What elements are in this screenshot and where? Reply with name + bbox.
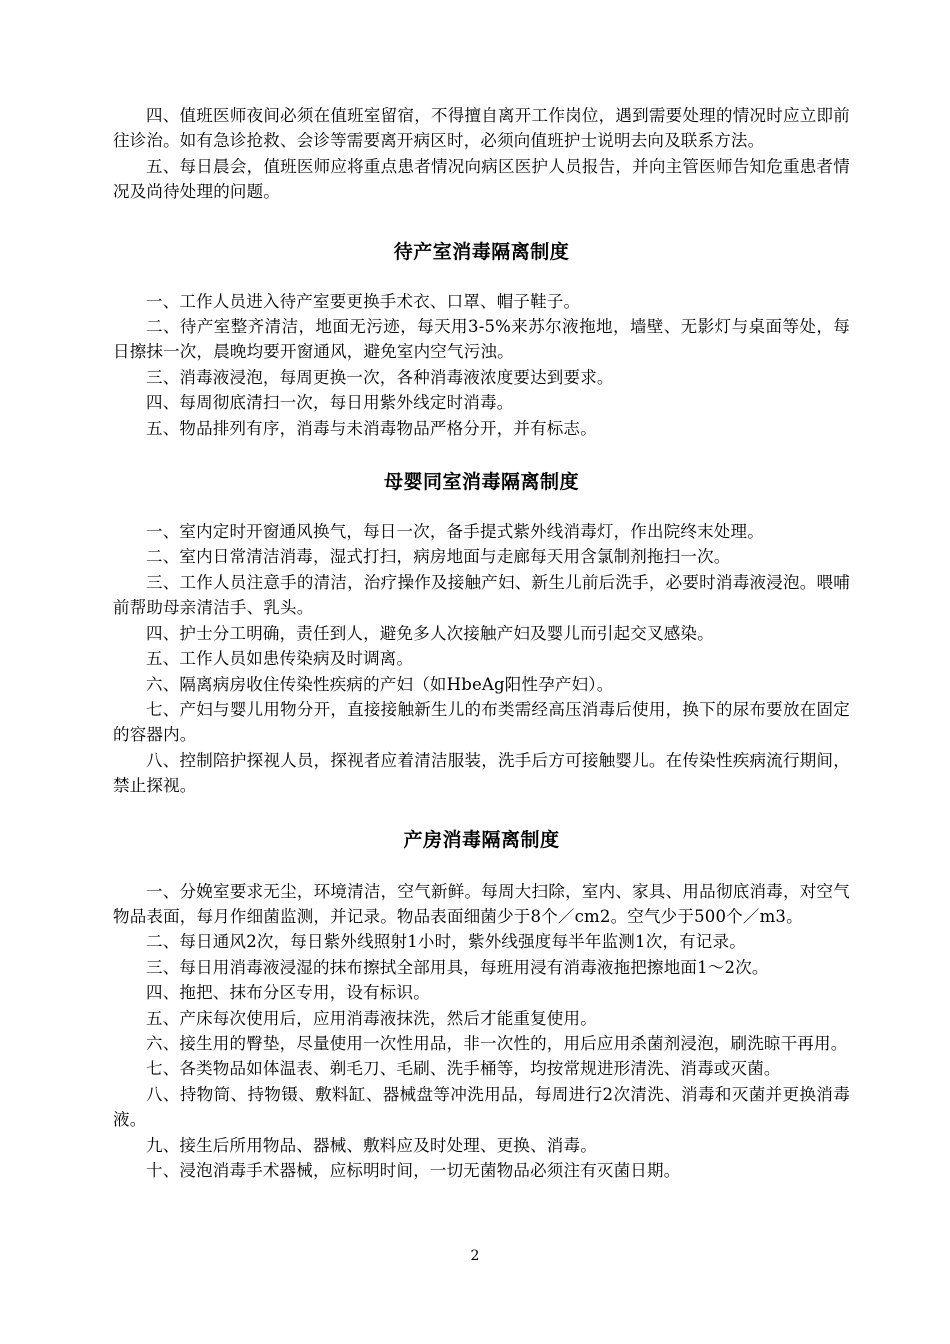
section-title-labor-room: 待产室消毒隔离制度 [393, 240, 570, 263]
paragraph: 七、各类物品如体温表、剃毛刀、毛刷、洗手桶等，均按常规进形清洗、消毒或灭菌。 [146, 1059, 781, 1079]
paragraph: 五、工作人员如患传染病及时调离。 [146, 649, 414, 669]
paragraph: 二、待产室整齐清洁，地面无污迹，每天用3-5%来苏尔液拖地，墙壁、无影灯与桌面等处，每日擦抹一次，晨晚均要开窗通风，避免室内空气污浊。 [113, 317, 850, 362]
paragraph: 四、每周彻底清扫一次，每日用紫外线定时消毒。 [146, 393, 514, 413]
paragraph: 五、每日晨会，值班医师应将重点患者情况向病区医护人员报告，并向主管医师告知危重患者情况及尚待处理的问题。 [113, 156, 850, 202]
paragraph: 五、产床每次使用后，应用消毒液抹洗，然后才能重复使用。 [146, 1008, 597, 1028]
paragraph: 六、接生用的臀垫，尽量使用一次性用品，非一次性的，用后应用杀菌剂浸泡，刷洗晾干再用。 [146, 1033, 848, 1053]
paragraph: 二、每日通风2次，每日紫外线照射1小时，紫外线强度每半年监测1次，有记录。 [146, 932, 746, 952]
paragraph: 四、护士分工明确，责任到人，避免多人次接触产妇及婴儿而引起交叉感染。 [146, 623, 714, 643]
section-title-rooming-in: 母婴同室消毒隔离制度 [383, 471, 579, 494]
paragraph: 一、分娩室要求无尘，环境清洁，空气新鲜。每周大扫除，室内、家具、用品彻底消毒，对空气物品表面，每月作细菌监测，并记录。物品表面细菌少于8个／cm2。空气少于500个／m3。 [113, 881, 850, 926]
document-page [113, 103, 850, 1183]
paragraph: 四、值班医师夜间必须在值班室留宿，不得擅自离开工作岗位，遇到需要处理的情况时应立即前往诊治。如有急诊抢救、会诊等需要离开病区时，必须向值班护士说明去向及联系方法。 [113, 106, 850, 151]
paragraph: 三、工作人员注意手的清洁，治疗操作及接触产妇、新生儿前后洗手，必要时消毒液浸泡。喂哺前帮助母亲清洁手、乳头。 [113, 572, 850, 618]
page-number: 2 [470, 1248, 480, 1264]
paragraph: 十、浸泡消毒手术器械，应标明时间，一切无菌物品必须注有灭菌日期。 [146, 1161, 681, 1180]
paragraph: 二、室内日常清洁消毒，湿式打扫，病房地面与走廊每天用含氯制剂拖扫一次。 [146, 547, 731, 567]
paragraph: 五、物品排列有序，消毒与未消毒物品严格分开，并有标志。 [146, 418, 597, 438]
paragraph: 七、产妇与婴儿用物分开，直接接触新生儿的布类需经高压消毒后使用，换下的尿布要放在固定的容器内。 [113, 699, 850, 745]
section-title-delivery-room: 产房消毒隔离制度 [403, 828, 560, 851]
paragraph: 三、每日用消毒液浸湿的抹布擦拭全部用具，每班用浸有消毒液拖把擦地面1～2次。 [146, 957, 769, 977]
paragraph: 六、隔离病房收住传染性疾病的产妇（如HbeAg阳性孕产妇）。 [146, 674, 614, 694]
paragraph: 三、消毒液浸泡，每周更换一次，各种消毒液浓度要达到要求。 [146, 367, 614, 387]
paragraph: 九、接生后所用物品、器械、敷料应及时处理、更换、消毒。 [146, 1135, 597, 1155]
paragraph: 四、拖把、抹布分区专用，设有标识。 [146, 983, 430, 1003]
paragraph: 八、持物筒、持物镊、敷料缸、器械盘等冲洗用品，每周进行2次清洗、消毒和灭菌并更换消毒液。 [113, 1084, 850, 1130]
paragraph: 八、控制陪护探视人员，探视者应着清洁服装，洗手后方可接触婴儿。在传染性疾病流行期间，禁止探视。 [113, 750, 850, 796]
paragraph: 一、工作人员进入待产室要更换手术衣、口罩、帽子鞋子。 [146, 291, 581, 311]
paragraph: 一、室内定时开窗通风换气，每日一次，备手提式紫外线消毒灯，作出院终末处理。 [146, 522, 764, 542]
